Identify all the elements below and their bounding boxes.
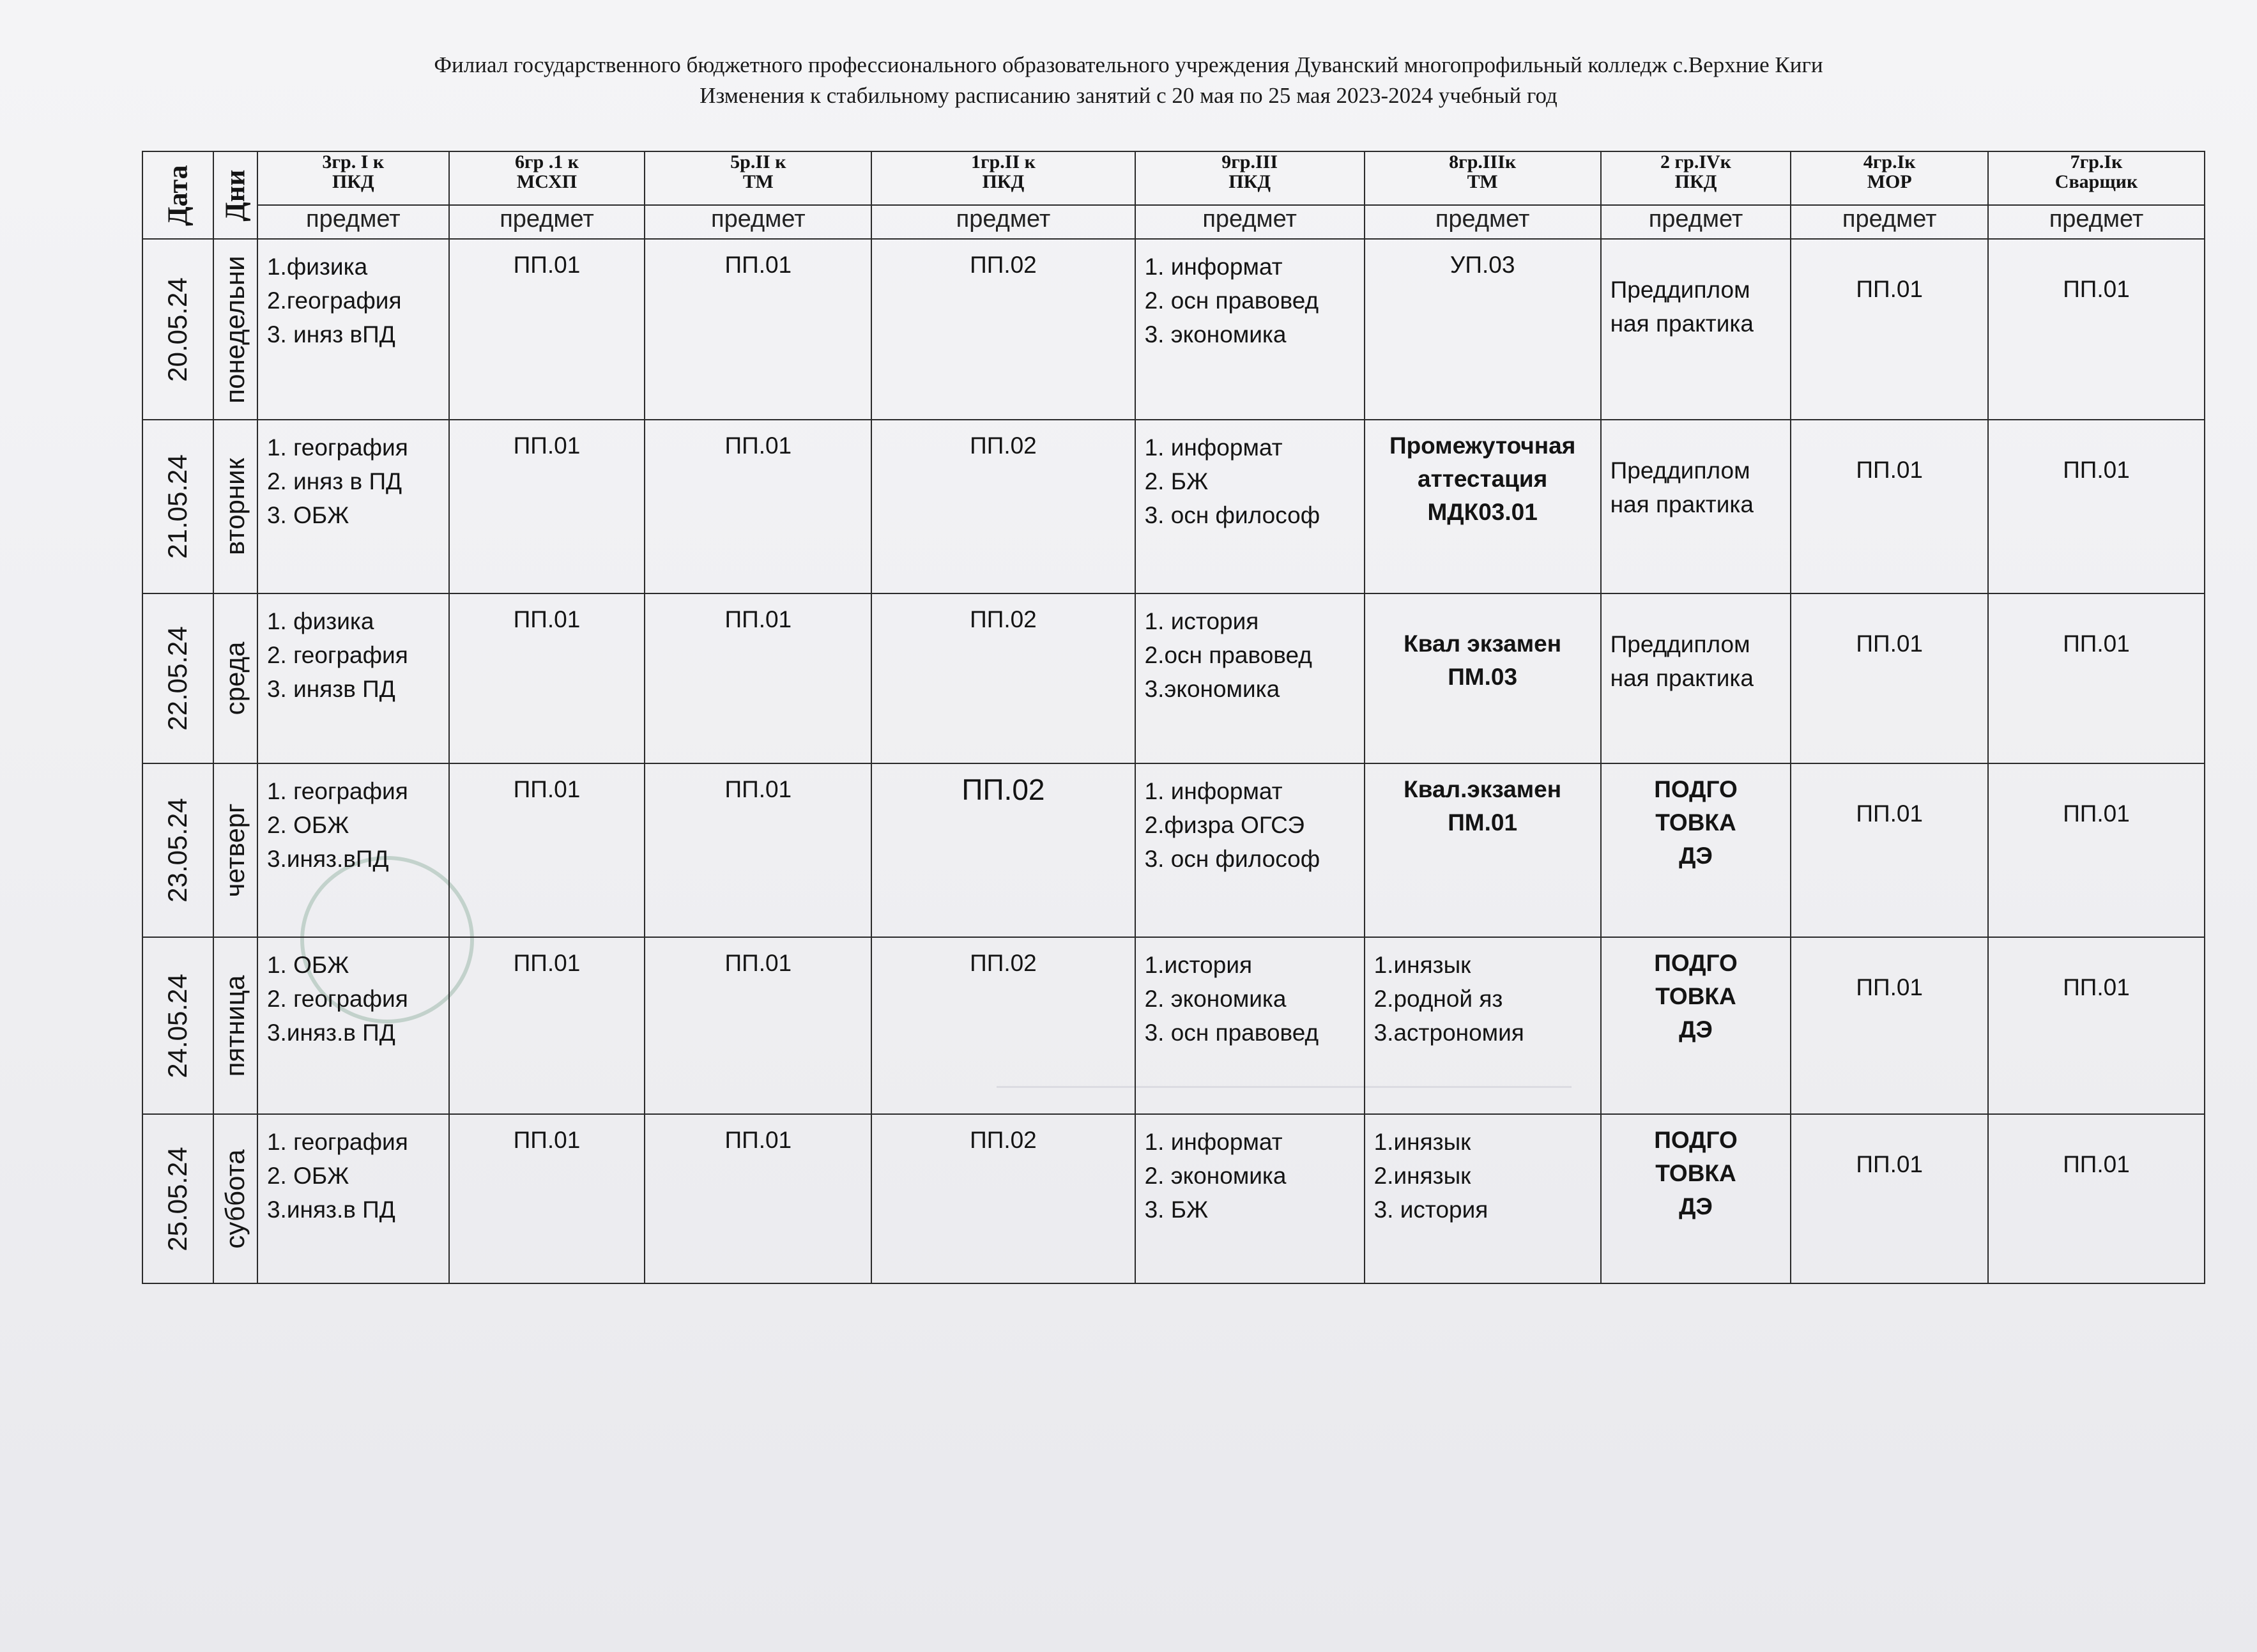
subject-label-row: [142, 205, 2205, 239]
schedule-cell-g7: ПП.01: [1988, 239, 2205, 420]
table-row: [142, 763, 2205, 937]
group-header-5: 5р.II к ТМ: [645, 151, 871, 205]
schedule-cell-g5: ПП.01: [645, 420, 871, 593]
schedule-cell-g7: ПП.01: [1988, 420, 2205, 593]
schedule-cell-g8: УП.03: [1365, 239, 1601, 420]
table-row: [142, 937, 2205, 1114]
subject-label: предмет: [257, 205, 449, 239]
schedule-cell-g4: ПП.01: [1791, 763, 1988, 937]
schedule-cell-g3: 1. физика 2. география 3. инязв ПД: [257, 593, 449, 763]
date-cell: 21.05.24: [142, 420, 213, 593]
group-header-2: 2 гр.IVк ПКД: [1601, 151, 1791, 205]
group-header-7: 7гр.Iк Сварщик: [1988, 151, 2205, 205]
table-row: [142, 593, 2205, 763]
schedule-cell-g6: ПП.01: [449, 593, 645, 763]
schedule-cell-g1: ПП.02: [871, 763, 1135, 937]
date-cell: 25.05.24: [142, 1114, 213, 1283]
schedule-cell-g9: 1. информат 2. осн правовед 3. экономика: [1135, 239, 1365, 420]
schedule-cell-g9: 1.история 2. экономика 3. осн правовед: [1135, 937, 1365, 1114]
schedule-cell-g1: ПП.02: [871, 937, 1135, 1114]
schedule-cell-g2: ПОДГО ТОВКА ДЭ: [1601, 763, 1791, 937]
day-cell: четверг: [213, 763, 257, 937]
schedule-cell-g5: ПП.01: [645, 1114, 871, 1283]
schedule-cell-g2: Преддиплом ная практика: [1601, 420, 1791, 593]
schedule-cell-g5: ПП.01: [645, 239, 871, 420]
day-cell: среда: [213, 593, 257, 763]
document-header: [0, 50, 2257, 111]
schedule-cell-g9: 1. информат 2. экономика 3. БЖ: [1135, 1114, 1365, 1283]
schedule-cell-g6: ПП.01: [449, 420, 645, 593]
schedule-cell-g8: Промежуточная аттестация МДК03.01: [1365, 420, 1601, 593]
schedule-cell-g2: Преддиплом ная практика: [1601, 239, 1791, 420]
schedule-cell-g3: 1. география 2. ОБЖ 3.иняз.вПД: [257, 763, 449, 937]
schedule-cell-g3: 1.физика 2.география 3. иняз вПД: [257, 239, 449, 420]
schedule-cell-g7: ПП.01: [1988, 763, 2205, 937]
institution-title: Филиал государственного бюджетного профессионального образовательного учреждения Дуванский многопрофильный колледж с.Верхние Киги: [434, 52, 1823, 77]
day-cell: вторник: [213, 420, 257, 593]
schedule-cell-g6: ПП.01: [449, 763, 645, 937]
schedule-table: [142, 151, 2205, 1284]
date-cell: 20.05.24: [142, 239, 213, 420]
schedule-cell-g4: ПП.01: [1791, 239, 1988, 420]
table-row: [142, 239, 2205, 420]
schedule-cell-g8: Квал.экзамен ПМ.01: [1365, 763, 1601, 937]
subject-label: предмет: [1365, 205, 1601, 239]
schedule-cell-g6: ПП.01: [449, 937, 645, 1114]
schedule-cell-g5: ПП.01: [645, 593, 871, 763]
schedule-cell-g7: ПП.01: [1988, 593, 2205, 763]
date-column-header: Дата: [142, 151, 213, 239]
schedule-cell-g6: ПП.01: [449, 239, 645, 420]
schedule-cell-g1: ПП.02: [871, 420, 1135, 593]
schedule-cell-g4: ПП.01: [1791, 1114, 1988, 1283]
subject-label: предмет: [871, 205, 1135, 239]
schedule-cell-g5: ПП.01: [645, 937, 871, 1114]
group-header-8: 8гр.IIIк ТМ: [1365, 151, 1601, 205]
schedule-cell-g4: ПП.01: [1791, 420, 1988, 593]
schedule-title: Изменения к стабильному расписанию занятий с 20 мая по 25 мая 2023-2024 учебный год: [700, 83, 1557, 108]
subject-label: предмет: [1988, 205, 2205, 239]
schedule-cell-g4: ПП.01: [1791, 593, 1988, 763]
subject-label: предмет: [1135, 205, 1365, 239]
date-cell: 24.05.24: [142, 937, 213, 1114]
day-cell: понедельни: [213, 239, 257, 420]
schedule-cell-g2: ПОДГО ТОВКА ДЭ: [1601, 1114, 1791, 1283]
schedule-cell-g3: 1. география 2. иняз в ПД 3. ОБЖ: [257, 420, 449, 593]
subject-label: предмет: [1791, 205, 1988, 239]
schedule-cell-g2: ПОДГО ТОВКА ДЭ: [1601, 937, 1791, 1114]
schedule-cell-g3: 1. география 2. ОБЖ 3.иняз.в ПД: [257, 1114, 449, 1283]
schedule-cell-g6: ПП.01: [449, 1114, 645, 1283]
schedule-cell-g9: 1. история 2.осн правовед 3.экономика: [1135, 593, 1365, 763]
schedule-cell-g1: ПП.02: [871, 1114, 1135, 1283]
schedule-cell-g8: 1.инязык 2.инязык 3. история: [1365, 1114, 1601, 1283]
schedule-cell-g1: ПП.02: [871, 239, 1135, 420]
date-cell: 23.05.24: [142, 763, 213, 937]
group-header-9: 9гр.III ПКД: [1135, 151, 1365, 205]
schedule-cell-g1: ПП.02: [871, 593, 1135, 763]
group-header-row: [142, 151, 2205, 205]
schedule-cell-g8: Квал экзамен ПМ.03: [1365, 593, 1601, 763]
table-row: [142, 420, 2205, 593]
schedule-cell-g5: ПП.01: [645, 763, 871, 937]
schedule-cell-g4: ПП.01: [1791, 937, 1988, 1114]
schedule-cell-g9: 1. информат 2.физра ОГСЭ 3. осн философ: [1135, 763, 1365, 937]
schedule-cell-g3: 1. ОБЖ 2. география 3.иняз.в ПД: [257, 937, 449, 1114]
date-cell: 22.05.24: [142, 593, 213, 763]
day-cell: суббота: [213, 1114, 257, 1283]
group-header-6: 6гр .1 к МСХП: [449, 151, 645, 205]
group-header-1: 1гр.II к ПКД: [871, 151, 1135, 205]
subject-label: предмет: [1601, 205, 1791, 239]
day-cell: пятница: [213, 937, 257, 1114]
schedule-cell-g9: 1. информат 2. БЖ 3. осн философ: [1135, 420, 1365, 593]
schedule-cell-g8: 1.инязык 2.родной яз 3.астрономия: [1365, 937, 1601, 1114]
subject-label: предмет: [449, 205, 645, 239]
schedule-cell-g2: Преддиплом ная практика: [1601, 593, 1791, 763]
schedule-cell-g7: ПП.01: [1988, 1114, 2205, 1283]
group-header-3: 3гр. I к ПКД: [257, 151, 449, 205]
schedule-cell-g7: ПП.01: [1988, 937, 2205, 1114]
table-row: [142, 1114, 2205, 1283]
subject-label: предмет: [645, 205, 871, 239]
day-column-header: Дни: [213, 151, 257, 239]
group-header-4: 4гр.Iк МОР: [1791, 151, 1988, 205]
